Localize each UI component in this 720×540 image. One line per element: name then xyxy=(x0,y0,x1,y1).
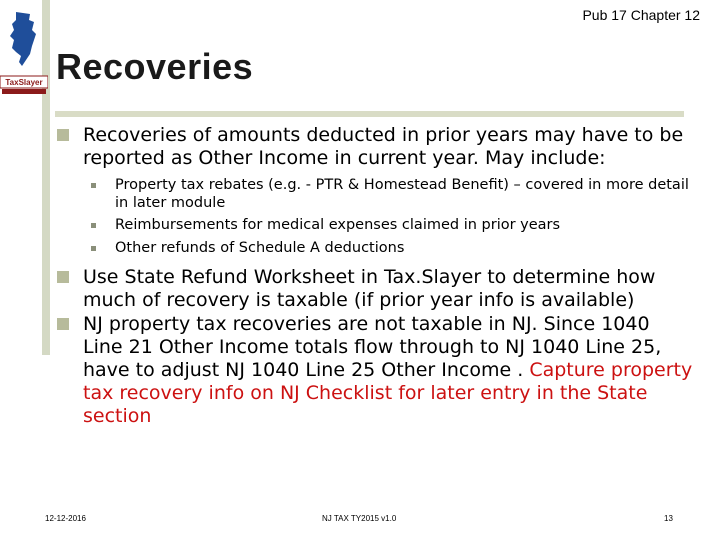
footer-date: 12-12-2016 xyxy=(45,514,86,523)
highlight-text: Capture property tax recovery info on NJ Checklist for later entry in the State section xyxy=(83,359,693,427)
bullet-item xyxy=(55,313,695,428)
slide-title: Recoveries xyxy=(56,46,254,87)
bullet-marker-icon xyxy=(57,318,69,330)
bullet-item xyxy=(55,124,695,170)
page-number: 13 xyxy=(664,514,673,523)
title-divider xyxy=(55,111,684,117)
sub-bullet-item xyxy=(55,240,695,258)
bullet-marker-icon xyxy=(57,129,69,141)
sub-bullet-marker-icon xyxy=(91,223,96,228)
sidebar-bar xyxy=(42,0,50,355)
sub-bullet-item xyxy=(55,177,695,212)
sub-bullet-text: Other refunds of Schedule A deductions xyxy=(115,239,405,256)
bullet-text: Recoveries of amounts deducted in prior years may have to be reported as Other Income in current year. May include: xyxy=(83,124,684,169)
sub-bullet-marker-icon xyxy=(91,183,96,188)
sub-bullet-item xyxy=(55,217,695,235)
sub-bullet-marker-icon xyxy=(91,246,96,251)
footer-version: NJ TAX TY2015 v1.0 xyxy=(322,514,397,523)
slide-content xyxy=(55,124,695,428)
sub-bullet-text: Reimbursements for medical expenses claimed in prior years xyxy=(115,217,561,233)
svg-text:TaxSlayer: TaxSlayer xyxy=(5,78,43,87)
bullet-item xyxy=(55,266,695,312)
left-sidebar xyxy=(0,0,50,540)
bullet-marker-icon xyxy=(57,271,69,283)
sub-bullet-text: Property tax rebates (e.g. - PTR & Homestead Benefit) – covered in more detail in later module xyxy=(115,177,689,211)
new-jersey-map-icon xyxy=(8,10,40,68)
bullet-text: NJ property tax recoveries are not taxable in NJ. Since 1040 Line 21 Other Income totals flow through to NJ 1040 Line 25, have to adjust NJ 1040 Line 25 Other Income . xyxy=(83,313,662,381)
bullet-text: Use State Refund Worksheet in Tax.Slayer to determine how much of recovery is taxable (if prior year info is available) xyxy=(83,266,656,311)
chapter-header: Pub 17 Chapter 12 xyxy=(582,7,700,23)
taxslayer-logo xyxy=(0,74,48,96)
